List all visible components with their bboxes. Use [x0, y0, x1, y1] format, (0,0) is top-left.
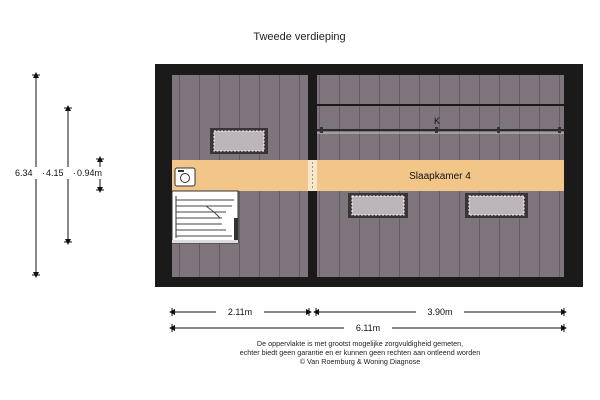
- skylight-right: [465, 193, 528, 218]
- dim-vertical-2: 4.15: [46, 168, 64, 178]
- floor-title: Tweede verdieping: [253, 31, 346, 43]
- dim-sep-1: ·: [42, 168, 45, 178]
- room-label-slaapkamer: Slaapkamer 4: [409, 171, 471, 182]
- room-label-kast: K: [433, 116, 441, 126]
- staircase: [172, 191, 238, 243]
- skylight-left: [210, 128, 268, 154]
- skylight-middle: [348, 193, 408, 218]
- dim-sep-2: ·: [73, 168, 76, 178]
- dim-total-width: 6.11m: [355, 323, 381, 333]
- dim-right-width: 3.90m: [427, 307, 453, 317]
- washing-machine-icon: [175, 168, 195, 186]
- disclaimer-line-2: echter biedt geen garantie en er kunnen geen rechten aan ontleend worden: [239, 348, 481, 357]
- right-room-floor: [317, 106, 564, 277]
- disclaimer: [160, 339, 560, 366]
- dim-vertical-1: 6.34: [15, 168, 33, 178]
- upper-strip-floor: [317, 75, 564, 104]
- dim-vertical-3: 0.94m: [77, 168, 103, 178]
- disclaimer-line-1: De oppervlakte is met grootst mogelijke zorgvuldigheid gemeten,: [256, 339, 464, 348]
- dim-left-width: 2.11m: [227, 307, 253, 317]
- copyright: © Van Roemburg & Woning Diagnose: [299, 357, 421, 366]
